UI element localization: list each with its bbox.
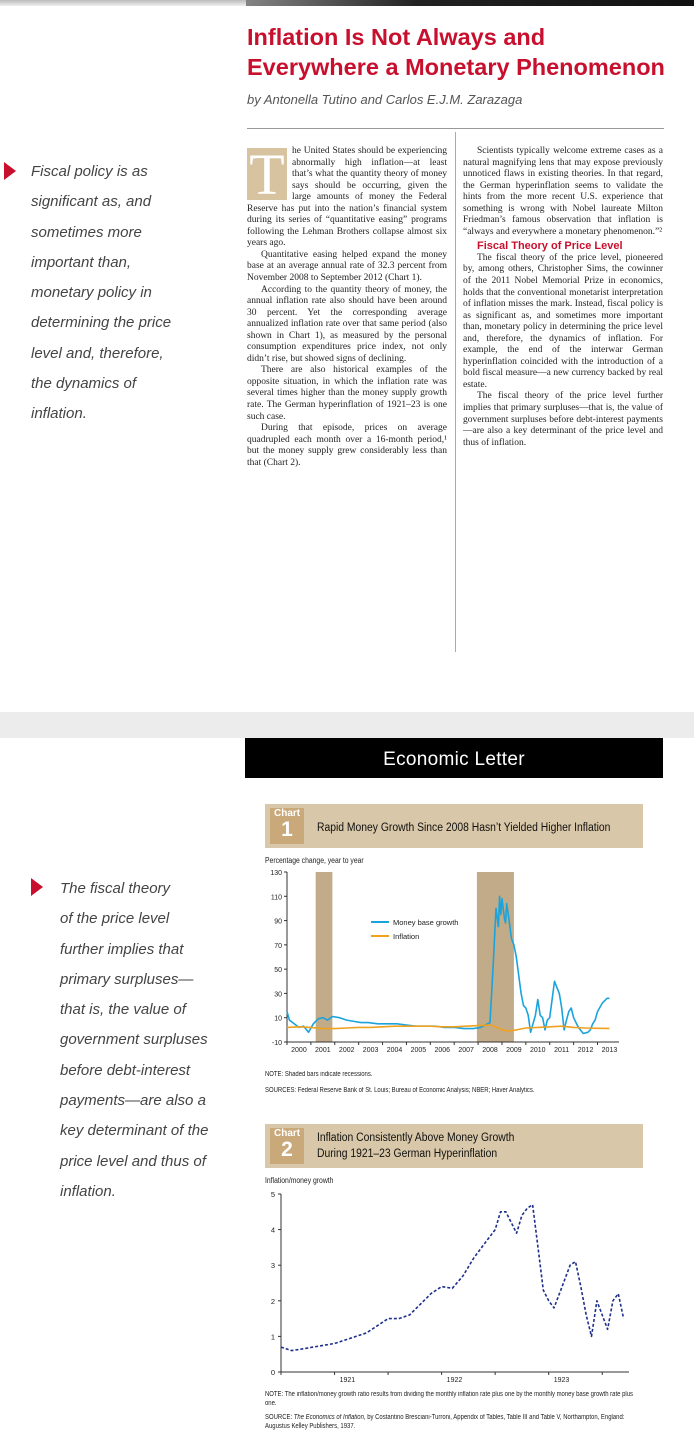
legend-label: Inflation	[393, 932, 420, 941]
column-2	[463, 146, 663, 449]
chart-1-header	[265, 804, 643, 848]
chart-2-tag: Chart 2	[274, 1128, 301, 1161]
pullquote-line: The fiscal theory	[60, 880, 171, 897]
pullquote-line: important than,	[31, 253, 132, 271]
pullquote-line: the dynamics of	[31, 375, 137, 393]
series-line	[281, 1205, 624, 1351]
x-tick-label: 2010	[530, 1047, 546, 1054]
pullquote-line: Fiscal policy is as	[31, 163, 148, 180]
paragraph: Quantitative easing helped expand the money base at an average annual rate of 32.3 percent from November 2008 to September 2012 (Chart 1).	[247, 249, 447, 284]
pullquote-line: inflation.	[31, 405, 87, 423]
pullquote-line: level and, therefore,	[31, 344, 164, 362]
y-tick-label: 110	[270, 894, 282, 902]
pullquote-line: primary surpluses—	[60, 970, 194, 988]
x-tick-label: 2012	[577, 1047, 594, 1054]
pullquote-arrow-icon	[4, 162, 16, 180]
x-tick-label: 2002	[338, 1047, 355, 1054]
chart-1-ylabel: Percentage change, year to year	[265, 856, 364, 865]
pullquote-line: before debt-interest	[60, 1061, 191, 1079]
chart-2-ylabel: Inflation/money growth	[265, 1176, 334, 1185]
chart-2-source: SOURCE: The Economics of Inflation, by Costantino Bresciani-Turroni, Appendix of Tables, Table III and Table V, Northampton, England: Augustus Kelley Publishers, 1937.	[265, 1414, 625, 1430]
pullquote-line: of the price level	[60, 910, 170, 928]
top-border-left	[0, 0, 246, 6]
paragraph: During that episode, prices on average quadrupled each month over a 16-month period,¹ but the money supply grew considerably less than that (Chart 2).	[247, 423, 447, 468]
article-title	[247, 22, 687, 82]
pullquote-arrow-icon	[31, 878, 43, 896]
x-tick-label: 2008	[482, 1047, 498, 1054]
column-1	[247, 142, 447, 469]
y-tick-label: 130	[270, 870, 282, 877]
pullquote-line: further implies that	[60, 940, 184, 958]
pullquote-line: key determinant of the	[60, 1122, 209, 1140]
article-page-1	[0, 0, 694, 712]
pullquote	[31, 157, 171, 430]
x-tick-label: 1922	[446, 1377, 463, 1384]
chart-1-sources: SOURCES: Federal Reserve Bank of St. Louis; Bureau of Economic Analysis; NBER; Haver Analytics.	[265, 1087, 535, 1094]
publication-banner: Economic Letter	[245, 738, 663, 778]
pullquote-line: payments—are also a	[60, 1092, 206, 1110]
pullquote-line: that is, the value of	[60, 1001, 186, 1019]
chart-2-header	[265, 1124, 643, 1168]
y-tick-label: 0	[270, 1368, 275, 1377]
paragraph: There are also historical examples of the opposite situation, in which the inflation rate was several times higher than the money supply growth rate. The German hyperinflation of 1921–23 is one such case.	[247, 365, 447, 422]
y-tick-label: 5	[270, 1190, 275, 1199]
x-tick-label: 2009	[506, 1047, 522, 1054]
pullquote-line: government surpluses	[60, 1031, 208, 1049]
y-tick-label: 1	[270, 1332, 275, 1342]
x-tick-label: 2001	[315, 1047, 331, 1054]
title-line-1: Inflation Is Not Always and	[247, 24, 546, 50]
chart-1-plot	[263, 866, 623, 1066]
chart-1-tag: Chart 1	[274, 808, 301, 841]
title-line-2: Everywhere a Monetary Phenomenon	[247, 54, 665, 80]
section-subhead: Fiscal Theory of Price Level	[477, 240, 623, 253]
recession-bar	[316, 872, 333, 1042]
x-tick-label: 2007	[458, 1047, 474, 1054]
y-tick-label: 4	[270, 1225, 275, 1235]
y-tick-label: 50	[274, 967, 282, 975]
chart-2-note: NOTE: The inflation/money growth ratio results from dividing the monthly inflation rate plus one by the monthly money base growth rate plus one.	[265, 1391, 633, 1407]
byline: by Antonella Tutino and Carlos E.J.M. Zarazaga	[247, 92, 523, 107]
article-page-2	[0, 738, 694, 1439]
chart-1-note: NOTE: Shaded bars indicate recessions.	[265, 1071, 373, 1078]
x-tick-label: 2013	[601, 1047, 618, 1054]
pullquote-line: significant as, and	[31, 193, 152, 211]
pullquote-line: price level and thus of	[60, 1152, 206, 1170]
chart-2-title: Inflation Consistently Above Money Growth During 1921–23 German Hyperinflation	[317, 1132, 515, 1160]
paragraph: According to the quantity theory of money, the annual inflation rate also should have been around 30 percent. Yet the corresponding average annualized inflation rate over that same period (also shown in Chart 1), as measured by the personal consumption expenditures price index, not only didn’t rise, but showed signs of declining.	[247, 284, 447, 364]
y-tick-label: 2	[270, 1296, 275, 1306]
chart-1-title: Rapid Money Growth Since 2008 Hasn’t Yielded Higher Inflation	[317, 822, 611, 834]
x-tick-label: 2006	[434, 1047, 451, 1054]
paragraph: T he United States should be experiencing abnormally high inflation—at least that’s what the quantity theory of money says should be occurring, given the large amounts of money the Federal Reserve has put into the nation’s financial system during its series of “quantitative easing” programs following the Lehman Brothers collapse almost six years ago.	[247, 142, 447, 249]
pullquote-line: sometimes more	[31, 223, 142, 241]
x-tick-label: 2004	[386, 1047, 403, 1054]
page-gap	[0, 712, 694, 738]
paragraph: The fiscal theory of the price level, pioneered by, among others, Christopher Sims, the cowinner of the 2011 Nobel Memorial Prize in economics, holds that the conventional monetarist interpretation of inflation misses the mark. Instead, fiscal policy is as significant as, and sometimes more important than, monetary policy in determining the price level and, therefore, the dynamics of inflation. For example, the end of the interwar German hyperinflation coincided with the introduction of a bold fiscal measure—a new currency backed by real estate.	[463, 252, 663, 390]
title-rule	[247, 128, 664, 129]
y-tick-label: 3	[270, 1261, 275, 1271]
pullquote-line: inflation.	[60, 1182, 116, 1200]
x-tick-label: 2000	[291, 1047, 307, 1054]
y-tick-label: 90	[274, 918, 282, 926]
y-tick-label: 30	[274, 991, 282, 999]
x-tick-label: 1921	[339, 1377, 356, 1384]
chart-2-plot	[263, 1186, 633, 1390]
y-tick-label: -10	[271, 1040, 282, 1047]
paragraph: The fiscal theory of the price level further implies that primary surpluses—that is, the value of government surpluses before debt-interest payments—are also a key determinant of the price level and thus of inflation.	[463, 391, 663, 448]
x-tick-label: 2011	[554, 1047, 570, 1054]
drop-cap: T	[247, 148, 287, 200]
y-tick-label: 10	[274, 1015, 282, 1023]
column-divider	[455, 132, 456, 652]
pullquote-line: monetary policy in	[31, 284, 152, 302]
recession-bar	[477, 872, 514, 1042]
paragraph: Scientists typically welcome extreme cases as a natural magnifying lens that may expose previously unnoticed flaws in existing theories. In that regard, the German hyperinflation seems to validate the hints from the more recent U.S. experience that something is wrong with Nobel laureate Milton Friedman’s famous observation that inflation is “always and everywhere a monetary phenomenon.”²	[463, 146, 663, 237]
y-tick-label: 70	[274, 942, 282, 950]
x-tick-label: 2003	[362, 1047, 379, 1054]
pullquote-line: determining the price	[31, 314, 172, 332]
pullquote	[60, 874, 208, 1207]
legend-label: Money base growth	[393, 918, 459, 927]
series-line-money-base-growth	[287, 896, 609, 1033]
x-tick-label: 1923	[553, 1377, 570, 1384]
x-tick-label: 2005	[410, 1047, 427, 1054]
